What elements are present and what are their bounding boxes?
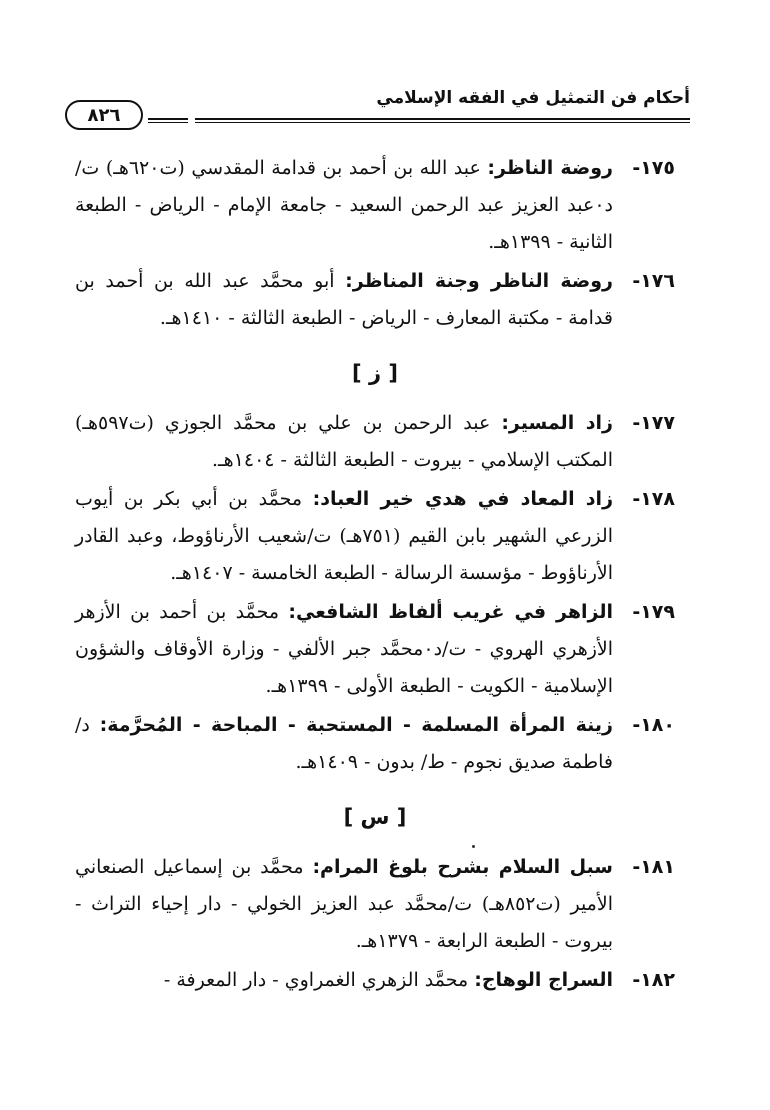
bibliography-entry <box>75 707 675 781</box>
entry-text: عبد الرحمن بن علي بن محمَّد الجوزي (ت٥٩٧هـ) المكتب الإسلامي - بيروت - الطبعة الثالثة - ١٤٠٤هـ. <box>75 412 613 471</box>
header-tail-rule-thin <box>148 122 188 123</box>
bibliography-list <box>75 150 675 1001</box>
bibliography-entry <box>75 263 675 337</box>
entry-text: د/فاطمة صديق نجوم - ط/ بدون - ١٤٠٩هـ. <box>75 714 613 773</box>
bibliography-entry <box>75 849 675 960</box>
header-rule-thin <box>195 122 690 123</box>
entry-text: محمَّد الزهري الغمراوي - دار المعرفة - <box>163 969 475 991</box>
bibliography-entry <box>75 594 675 705</box>
print-speck <box>472 845 475 848</box>
entry-title: زاد المسير: <box>501 412 613 434</box>
entry-text: محمَّد بن إسماعيل الصنعاني الأمير (ت٨٥٢هـ) ت/محمَّد عبد العزيز الخولي - دار إحياء التراث - بيروت - الطبعة الرابعة - ١٣٧٩هـ. <box>75 856 613 952</box>
entry-title: سبل السلام بشرح بلوغ المرام: <box>312 856 613 878</box>
bibliography-entry <box>75 481 675 592</box>
entry-title: روضة الناظر وجنة المناظر: <box>345 270 613 292</box>
entry-title: السراج الوهاج: <box>474 969 613 991</box>
bibliography-entry <box>75 962 675 999</box>
running-title: أحكام فن التمثيل في الفقه الإسلامي <box>376 88 690 108</box>
header-tail-rule <box>148 118 188 120</box>
entry-number: ١٧٧- <box>632 412 675 434</box>
entry-title: زينة المرأة المسلمة - المستحبة - المباحة - المُحرَّمة: <box>99 714 613 736</box>
entry-title: زاد المعاد في هدي خير العباد: <box>312 488 614 510</box>
entry-text: محمَّد بن أبي بكر بن أيوب الزرعي الشهير بابن القيم (٧٥١هـ) ت/شعيب الأرناؤوط، وعبد القادر الأرناؤوط - مؤسسة الرسالة - الطبعة الخامسة - ١٤٠٧هـ. <box>75 488 613 584</box>
section-heading-sin: [ س ] <box>343 805 407 829</box>
entry-number: ١٨٠- <box>632 714 675 736</box>
entry-number: ١٧٦- <box>632 270 675 292</box>
bibliography-entry <box>75 150 675 261</box>
entry-number: ١٧٥- <box>632 157 675 179</box>
entry-text: محمَّد بن أحمد بن الأزهر الأزهري الهروي - ت/د٠محمَّد جبر الألفي - وزارة الأوقاف والشؤون الإسلامية - الكويت - الطبعة الأولى - ١٣٩٩هـ. <box>75 601 614 697</box>
header-rule <box>195 118 690 120</box>
entry-text: أبو محمَّد عبد الله بن أحمد بن قدامة - مكتبة المعارف - الرياض - الطبعة الثالثة - ١٤١٠هـ. <box>75 270 613 329</box>
entry-number: ١٨١- <box>632 856 675 878</box>
entry-title: روضة الناظر: <box>487 157 613 179</box>
entry-number: ١٨٢- <box>632 969 675 991</box>
page-number: ٨٢٦ <box>65 100 143 130</box>
section-heading-zay: [ ز ] <box>352 361 398 385</box>
entry-title: الزاهر في غريب ألفاظ الشافعي: <box>288 601 614 623</box>
entry-number: ١٧٩- <box>632 601 675 623</box>
entry-number: ١٧٨- <box>632 488 675 510</box>
entry-text: عبد الله بن أحمد بن قدامة المقدسي (ت٦٢٠هـ) ت/د٠عبد العزيز عبد الرحمن السعيد - جامعة الإمام - الرياض - الطبعة الثانية - ١٣٩٩هـ. <box>75 157 613 253</box>
page-header <box>60 80 690 130</box>
bibliography-entry <box>75 405 675 479</box>
